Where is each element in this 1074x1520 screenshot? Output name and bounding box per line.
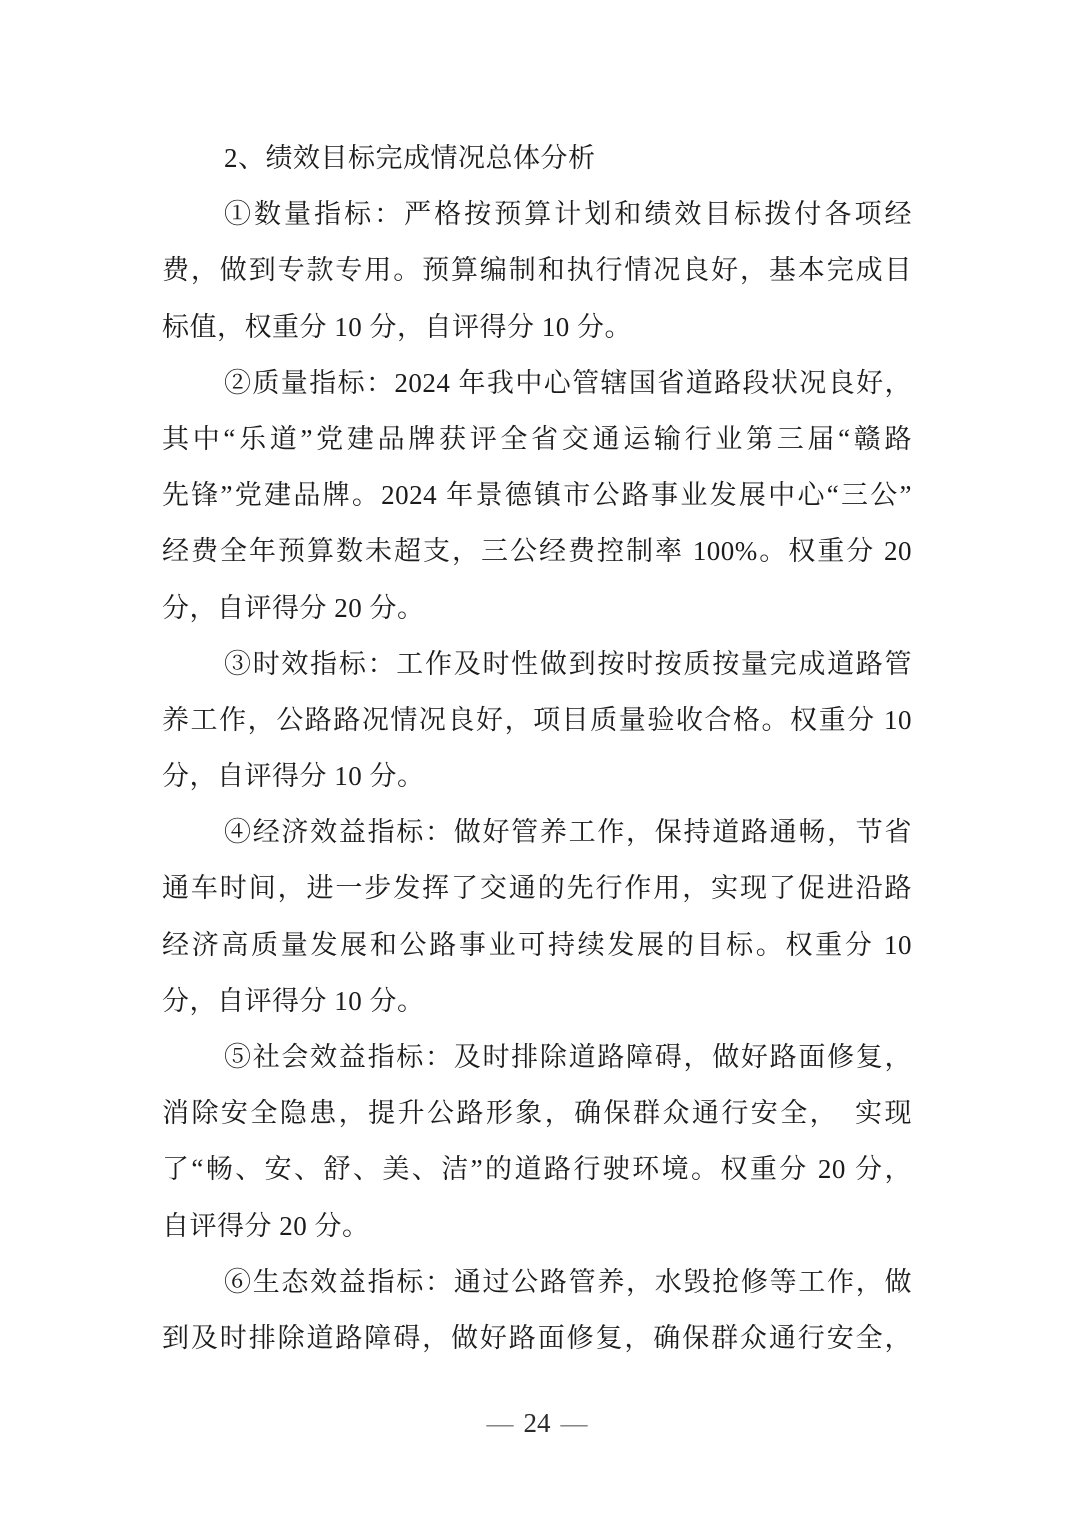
text-line-indicator-4-economic-benefit: 分，自评得分 10 分。 bbox=[162, 985, 425, 1016]
text-line-indicator-1-quantity: 标值，权重分 10 分，自评得分 10 分。 bbox=[162, 311, 632, 342]
page-number-dash-right: — bbox=[560, 1408, 588, 1438]
text-line-indicator-1-quantity: 费，做到专款专用。预算编制和执行情况良好，基本完成目 bbox=[162, 255, 912, 286]
page-number-footer bbox=[0, 1408, 1074, 1438]
text-line-indicator-6-ecological-benefit: ⑥生态效益指标：通过公路管养，水毁抢修等工作，做 bbox=[224, 1266, 912, 1297]
text-line-indicator-6-ecological-benefit: 到及时排除道路障碍，做好路面修复，确保群众通行安全， bbox=[162, 1322, 912, 1353]
text-line-indicator-3-timeliness: ③时效指标：工作及时性做到按时按质按量完成道路管 bbox=[224, 648, 912, 679]
text-line-indicator-3-timeliness: 养工作，公路路况情况良好，项目质量验收合格。权重分 10 bbox=[162, 704, 912, 735]
text-block bbox=[162, 130, 912, 1366]
text-line-indicator-4-economic-benefit: 通车时间，进一步发挥了交通的先行作用，实现了促进沿路 bbox=[162, 873, 912, 904]
text-line-indicator-2-quality: 分，自评得分 20 分。 bbox=[162, 592, 425, 623]
text-line-indicator-1-quantity: ①数量指标：严格按预算计划和绩效目标拨付各项经 bbox=[224, 199, 912, 230]
text-line-indicator-4-economic-benefit: ④经济效益指标：做好管养工作，保持道路通畅，节省 bbox=[224, 817, 912, 848]
text-line-indicator-4-economic-benefit: 经济高质量发展和公路事业可持续发展的目标。权重分 10 bbox=[162, 929, 912, 960]
text-line-indicator-2-quality: 其中“乐道”党建品牌获评全省交通运输行业第三届“赣路 bbox=[162, 423, 912, 454]
text-line-indicator-5-social-benefit: 了“畅、安、舒、美、洁”的道路行驶环境。权重分 20 分， bbox=[162, 1154, 912, 1185]
text-line-indicator-2-quality: 先锋”党建品牌。2024 年景德镇市公路事业发展中心“三公” bbox=[162, 480, 912, 511]
text-line-indicator-3-timeliness: 分，自评得分 10 分。 bbox=[162, 761, 425, 792]
text-line-indicator-5-social-benefit: 自评得分 20 分。 bbox=[162, 1210, 370, 1241]
text-line-indicator-5-social-benefit: ⑤社会效益指标：及时排除道路障碍，做好路面修复， bbox=[224, 1042, 912, 1072]
text-line-indicator-2-quality: ②质量指标：2024 年我中心管辖国省道路段状况良好， bbox=[224, 367, 912, 398]
text-line-indicator-5-social-benefit: 消除安全隐患，提升公路形象，确保群众通行安全， 实现 bbox=[162, 1098, 912, 1129]
page-number: 24 bbox=[523, 1408, 551, 1438]
text-line-section-heading: 2、绩效目标完成情况总体分析 bbox=[224, 143, 596, 173]
text-line-indicator-2-quality: 经费全年预算数未超支，三公经费控制率 100%。权重分 20 bbox=[162, 536, 912, 567]
page-number-dash-left: — bbox=[486, 1408, 514, 1438]
